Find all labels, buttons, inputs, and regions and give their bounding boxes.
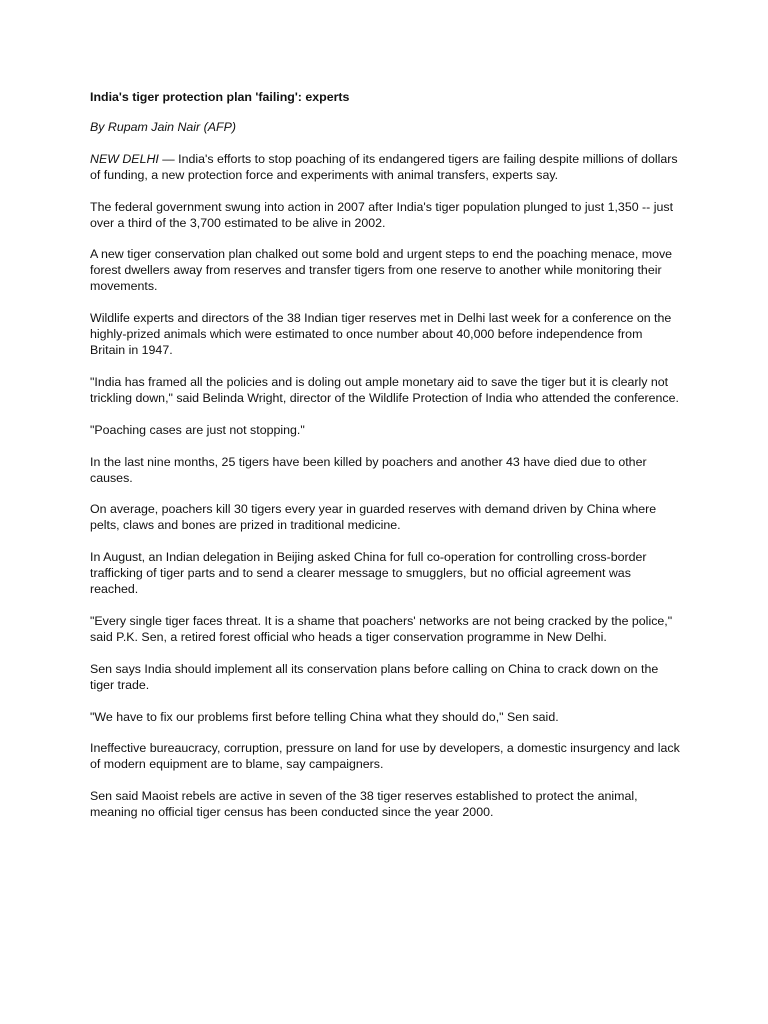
paragraph: The federal government swung into action in 2007 after India's tiger population plunged to just 1,350 -- just over a third of the 3,700 estimated to be alive in 2002.	[90, 199, 674, 230]
paragraph: Wildlife experts and directors of the 38 Indian tiger reserves met in Delhi last week for a conference on the highly-prized animals which were estimated to once number about 40,000 before independence from Britain in 1947.	[90, 311, 672, 357]
lead-paragraph	[90, 152, 680, 184]
paragraph: "Every single tiger faces threat. It is a shame that poachers' networks are not being cracked by the police," said P.K. Sen, a retired forest official who heads a tiger conservation programme in New Delhi.	[90, 613, 673, 644]
dateline: NEW DELHI	[90, 151, 159, 166]
paragraph: On average, poachers kill 30 tigers every year in guarded reserves with demand driven by China where pelts, claws and bones are prized in traditional medicine.	[90, 502, 657, 533]
article-byline: By Rupam Jain Nair (AFP)	[90, 119, 236, 134]
paragraph: "We have to fix our problems first before telling China what they should do," Sen said.	[90, 709, 559, 724]
article-body	[90, 90, 680, 837]
paragraph: Sen says India should implement all its conservation plans before calling on China to crack down on the tiger trade.	[90, 661, 659, 692]
paragraph: A new tiger conservation plan chalked out some bold and urgent steps to end the poaching menace, move forest dwellers away from reserves and transfer tigers from one reserve to another while monitoring their movements.	[90, 247, 673, 294]
paragraph: Sen said Maoist rebels are active in seven of the 38 tiger reserves established to protect the animal, meaning no official tiger census has been conducted since the year 2000.	[90, 789, 638, 820]
paragraph: "India has framed all the policies and is doling out ample monetary aid to save the tiger but it is clearly not trickling down," said Belinda Wright, director of the Wildlife Protection of India who attended the conference.	[90, 374, 679, 405]
lead-text: — India's efforts to stop poaching of its endangered tigers are failing despite millions of dollars of funding, a new protection force and experiments with animal transfers, experts say.	[90, 151, 678, 182]
article-title: India's tiger protection plan 'failing': experts	[90, 90, 350, 104]
paragraph: In August, an Indian delegation in Beijing asked China for full co-operation for controlling cross-border trafficking of tiger parts and to send a clearer message to smugglers, but no official agreement was reached.	[90, 550, 647, 597]
paragraph: Ineffective bureaucracy, corruption, pressure on land for use by developers, a domestic insurgency and lack of modern equipment are to blame, say campaigners.	[90, 741, 680, 772]
paragraph: In the last nine months, 25 tigers have been killed by poachers and another 43 have died due to other causes.	[90, 454, 647, 485]
paragraph: "Poaching cases are just not stopping."	[90, 422, 305, 437]
